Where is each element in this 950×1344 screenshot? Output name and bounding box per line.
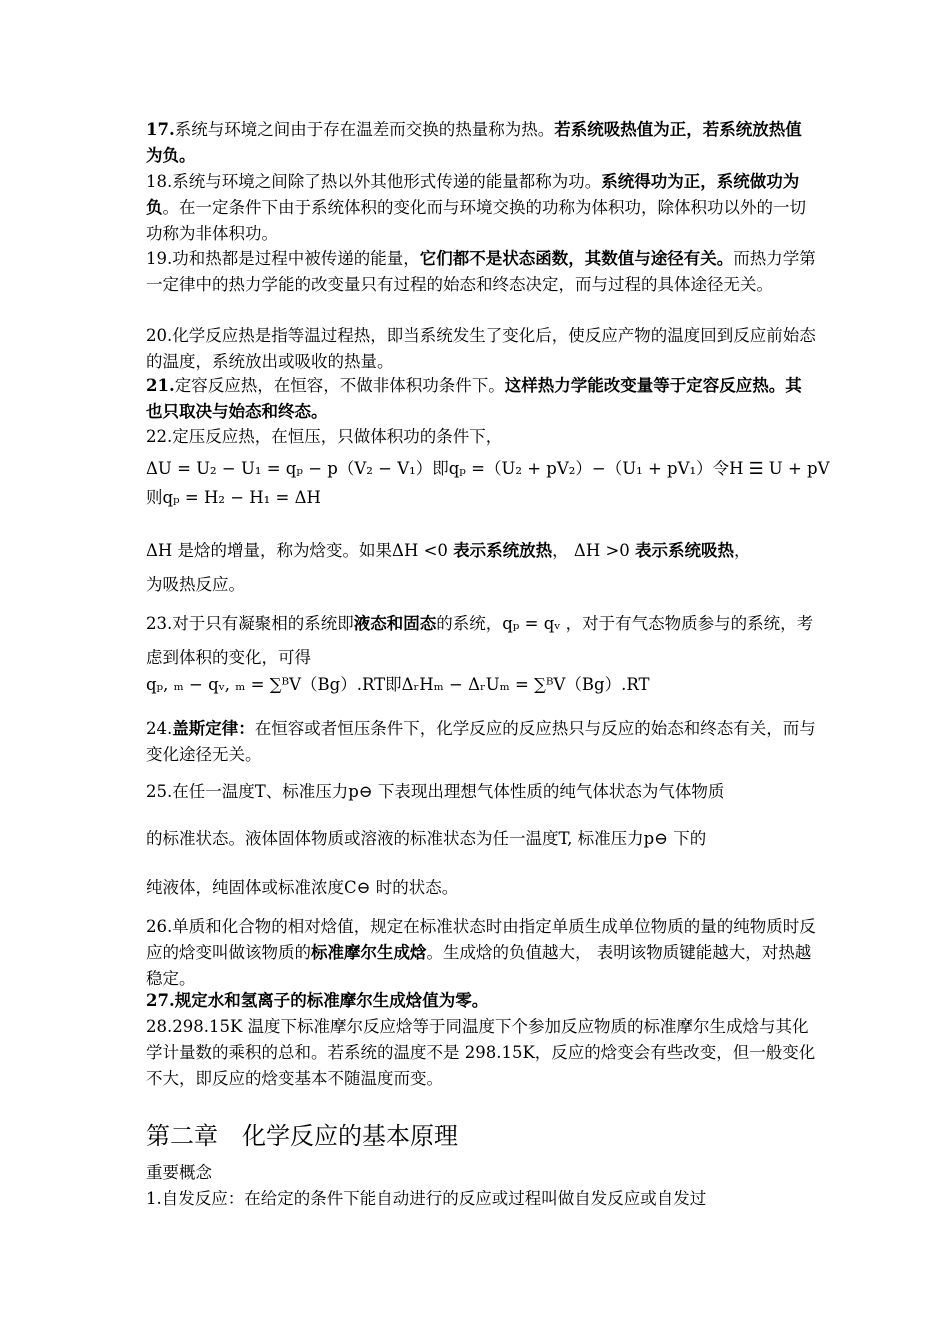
item-24 — [146, 716, 816, 768]
bold-text: 盖斯定律： — [172, 719, 255, 738]
bold-text: 表示系统放热 — [453, 541, 553, 560]
text: 26.单质和化合物的相对焓值，规定在标准状态时由指定单质生成单位物质的量的纯物质时反应的焓变叫做该物质的 — [146, 917, 816, 962]
item-28 — [146, 1014, 816, 1092]
bold-text: 27.规定水和氢离子的标准摩尔生成焓值为零。 — [146, 991, 489, 1010]
bold-text: 它们都不是状态函数，其数值与途径有关。 — [419, 249, 734, 268]
text: 18.系统与环境之间除了热以外其他形式传递的能量都称为功。 — [146, 172, 602, 191]
text: 重要概念 — [146, 1163, 212, 1182]
text: 而热力学第一定律中的热力学能的改变量只有过程的始态和终态决定，而与过程的具体途径无关。 — [146, 249, 816, 294]
enthalpy-change-text — [146, 538, 816, 564]
text: ΔH 是焓的增量，称为焓变。如果ΔH <0 — [146, 541, 454, 560]
equation-heat-difference — [146, 672, 836, 698]
text: ， ΔH >0 — [552, 541, 636, 560]
equation-text: 则qₚ = H₂ − H₁ = ΔH — [146, 488, 321, 507]
item-number: 17. — [146, 120, 175, 139]
bold-text: 这样热力学能改变量等于定容反应热。其也只取决与始态和终态。 — [146, 376, 802, 421]
text: 22.定压反应热，在恒压，只做体积功的条件下， — [146, 427, 503, 446]
bold-text: 液态和固态 — [353, 614, 437, 633]
item-25-line-1 — [146, 779, 816, 805]
text: 19.功和热都是过程中被传递的能量， — [146, 249, 420, 268]
text: 20.化学反应热是指等温过程热，即当系统发生了变化后，使反应产物的温度回到反应前始态的温度，系统放出或吸收的热量。 — [146, 326, 816, 371]
item-21 — [146, 373, 816, 425]
text: 的标准状态。液体固体物质或溶液的标准状态为任一温度T, 标准压力p⊖ 下的 — [146, 829, 707, 848]
chapter-title: 第二章 化学反应的基本原理 — [146, 1122, 458, 1150]
text: 1.自发反应：在给定的条件下能自动进行的反应或过程叫做自发反应或自发过 — [146, 1189, 707, 1208]
bold-text: 标准摩尔生成焓 — [311, 943, 427, 962]
section-subtitle — [146, 1160, 816, 1186]
bold-text: 表示系统吸热 — [635, 541, 735, 560]
item-19 — [146, 246, 816, 298]
item-25-line-3 — [146, 875, 816, 901]
item-1 — [146, 1186, 846, 1212]
item-26 — [146, 914, 816, 992]
equation-text: ΔU = U₂ − U₁ = qₚ − p（V₂ − V₁）即qₚ =（U₂ + pV₂）−（U₁ + pV₁）令H ☰ U + pV — [146, 459, 830, 478]
item-number: 21. — [146, 376, 175, 395]
text: ， — [734, 541, 751, 560]
text: 23.对于只有凝聚相的系统即 — [146, 614, 354, 633]
text: 。在一定条件下由于系统体积的变化而与环境交换的功称为体积功，除体积功以外的一切功称为非体积功。 — [146, 198, 806, 243]
text: 纯液体，纯固体或标准浓度C⊖ 时的状态。 — [146, 878, 459, 897]
item-23 — [146, 607, 816, 675]
item-20 — [146, 323, 816, 375]
text: 在恒容或者恒压条件下，化学反应的反应热只与反应的始态和终态有关，而与变化途径无关。 — [146, 719, 816, 764]
enthalpy-change-text-cont — [146, 572, 816, 598]
text: 24. — [146, 719, 173, 738]
equation-enthalpy — [146, 485, 836, 511]
text: 25.在任一温度T、标准压力p⊖ 下表现出理想气体性质的纯气体状态为气体物质 — [146, 782, 725, 801]
text: 为吸热反应。 — [146, 575, 245, 594]
text: 系统与环境之间由于存在温差而交换的热量称为热。 — [174, 120, 555, 139]
equation-text: qₚ, ₘ − qᵥ, ₘ = ∑ᴮV（Bg）.RT即ΔᵣHₘ − ΔᵣUₘ = ∑ᴮV（Bg）.RT — [146, 675, 650, 694]
text: 28.298.15K 温度下标准摩尔反应焓等于同温度下个参加反应物质的标准摩尔生成焓与其化学计量数的乘积的总和。若系统的温度不是 298.15K，反应的焓变会有些改变，但一般变化不大，即反应的焓变基本不随温度而变。 — [146, 1017, 816, 1088]
item-27 — [146, 988, 816, 1014]
item-17 — [146, 117, 816, 169]
text: 。生成焓的负值越大， 表明该物质键能越大，对热越稳定。 — [146, 943, 812, 988]
item-22 — [146, 424, 816, 450]
text: 的系统，qₚ = qᵥ ，对于有气态物质参与的系统，考虑到体积的变化，可得 — [146, 614, 814, 667]
item-18 — [146, 169, 816, 247]
item-25-line-2 — [146, 826, 816, 852]
bold-text: 若系统吸热值为正，若系统放热值为负。 — [146, 120, 802, 165]
equation-first-law — [146, 456, 836, 482]
bold-text: 系统得功为正，系统做功为负 — [146, 172, 800, 217]
text: 定容反应热，在恒容，不做非体积功条件下。 — [174, 376, 505, 395]
